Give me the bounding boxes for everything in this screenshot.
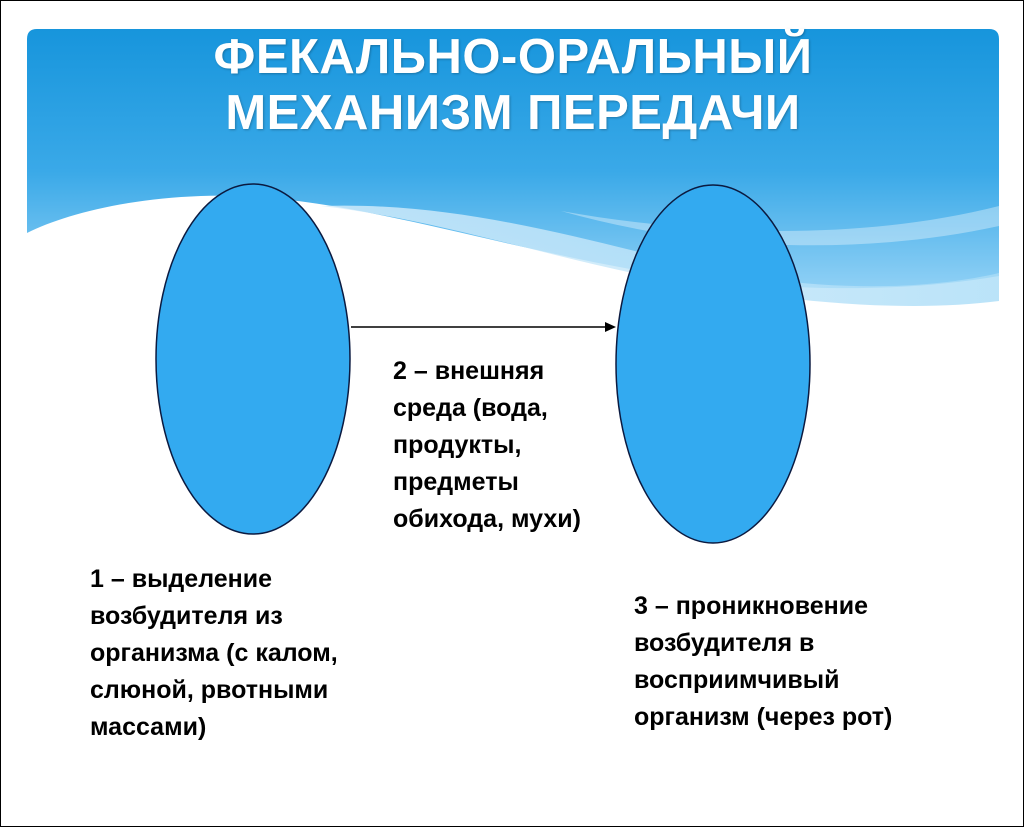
stage-2-line: среда (вода, — [393, 394, 548, 422]
stage-2-line: 2 – внешняя — [393, 357, 545, 385]
stage-3-line: восприимчивый — [634, 666, 840, 694]
transmission-arrow-head — [605, 322, 616, 332]
title-line-2: МЕХАНИЗМ ПЕРЕДАЧИ — [225, 86, 801, 140]
stage-3-line: организм (через рот) — [634, 703, 893, 731]
stage-3-line: 3 – проникновение — [634, 592, 869, 620]
stage-3-line: возбудителя в — [634, 629, 815, 657]
stage-1-line: возбудителя из — [90, 602, 283, 630]
stage-1-line: 1 – выделение — [90, 565, 273, 593]
slide-title — [61, 29, 965, 141]
stage-3-ellipse — [616, 185, 810, 543]
stage-2-line: обихода, мухи) — [393, 505, 581, 533]
stage-1-ellipse — [156, 184, 350, 534]
stage-2-label — [393, 353, 581, 538]
stage-1-line: слюной, рвотными — [90, 676, 329, 704]
stage-1-label — [90, 561, 338, 746]
stage-3-label — [634, 588, 892, 736]
stage-2-line: продукты, — [393, 431, 522, 459]
title-line-1: ФЕКАЛЬНО-ОРАЛЬНЫЙ — [213, 30, 813, 84]
stage-1-line: организма (с калом, — [90, 639, 338, 667]
stage-2-line: предметы — [393, 468, 519, 496]
stage-1-line: массами) — [90, 713, 207, 741]
